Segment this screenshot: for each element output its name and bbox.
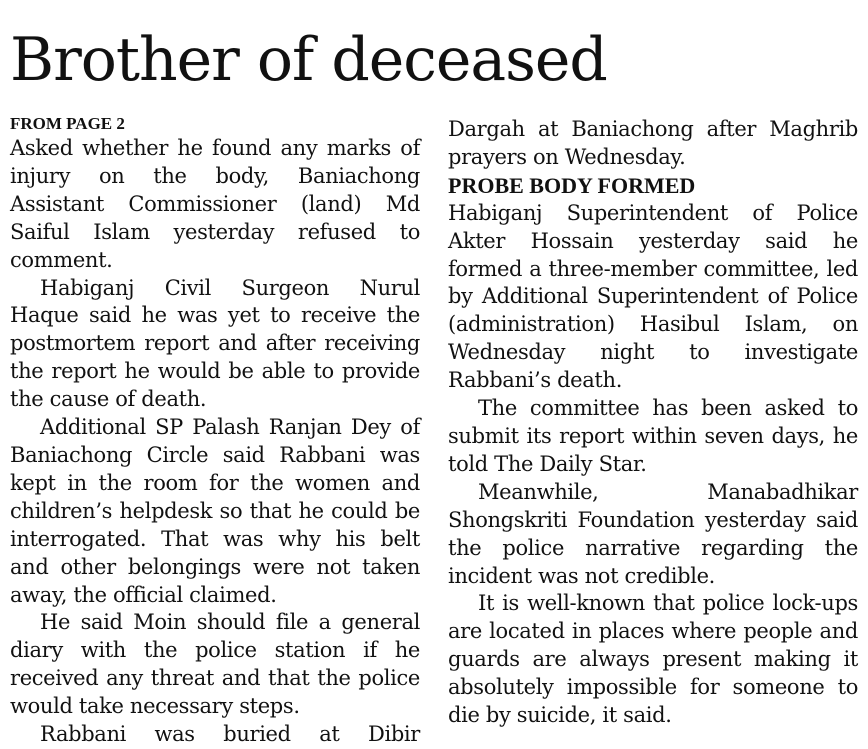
- body-paragraph: The committee has been asked to submit its report within seven days, he told The Daily Star.: [448, 396, 858, 476]
- left-column: [10, 113, 420, 749]
- section-subhead: PROBE BODY FORMED: [448, 172, 696, 198]
- body-paragraph-continued: Rabbani was buried at Dibir: [40, 722, 420, 747]
- body-paragraph: Additional SP Palash Ranjan Dey of Baniachong Circle said Rabbani was kept in the room for the women and children’s helpdesk so that he could be interrogated. That was why his belt and other belongings were not taken away, the official claimed.: [10, 415, 420, 607]
- right-column: [448, 116, 858, 730]
- body-paragraph: Habiganj Civil Surgeon Nurul Haque said he was yet to receive the postmortem report and after receiving the report he would be able to provide the cause of death.: [10, 275, 420, 412]
- body-paragraph: Habiganj Superintendent of Police Akter Hossain yesterday said he formed a three-member committee, led by Additional Superintendent of Police (administration) Hasibul Islam, on Wednesday night to investigate Rabbani’s death.: [448, 200, 858, 393]
- continuation-paragraph: Dargah at Baniachong after Maghrib prayers on Wednesday.: [448, 117, 858, 169]
- continued-from-label: FROM PAGE 2: [10, 114, 125, 133]
- body-paragraph: It is well-known that police lock-ups are located in places where people and guards are always present making it absolutely impossible for someone to die by suicide, it said.: [448, 591, 858, 728]
- body-paragraph: Meanwhile, Manabadhikar Shongskriti Foundation yesterday said the police narrative regarding the incident was not credible.: [448, 479, 858, 588]
- body-paragraph: He said Moin should file a general diary with the police station if he received any threat and that the police would take necessary steps.: [10, 610, 420, 719]
- headline: Brother of deceased: [10, 25, 607, 95]
- body-paragraph: Asked whether he found any marks of injury on the body, Baniachong Assistant Commissioner (land) Md Saiful Islam yesterday refused to comment.: [10, 136, 420, 272]
